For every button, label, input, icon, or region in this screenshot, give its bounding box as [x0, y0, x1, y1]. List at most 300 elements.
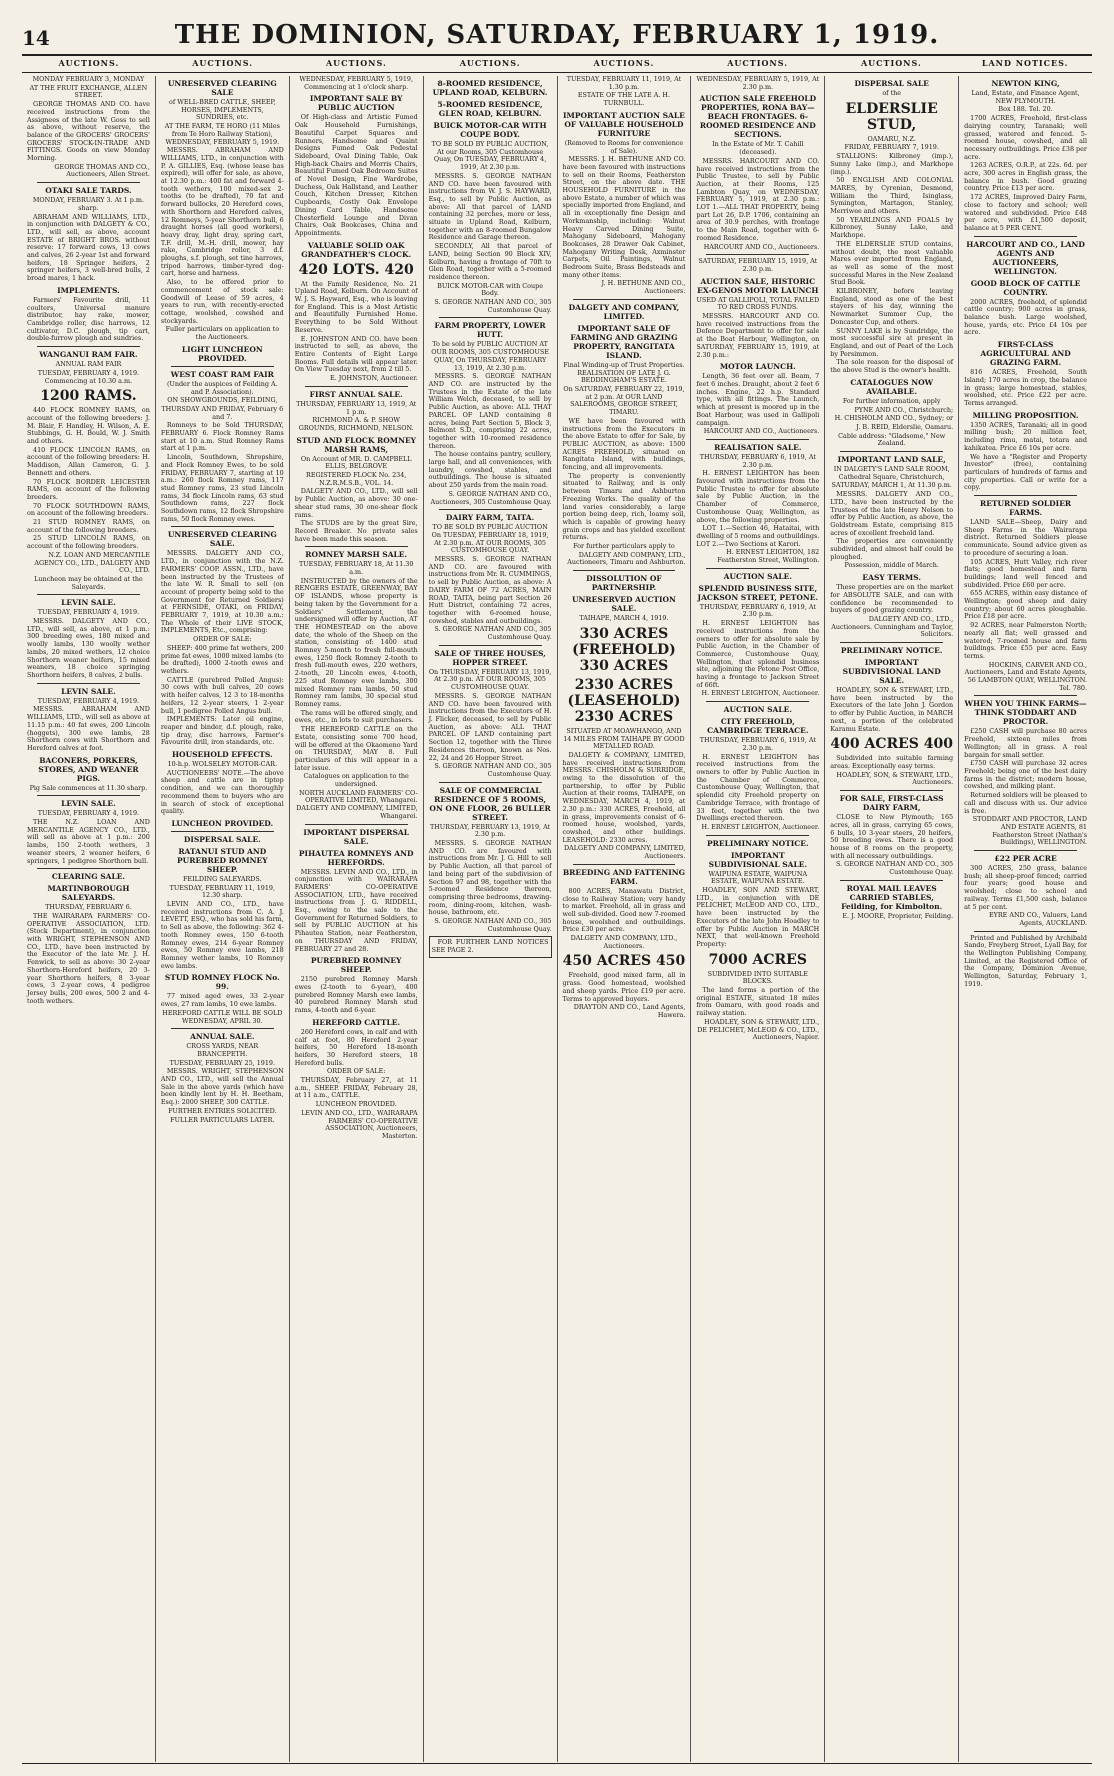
- ad-heading: SALE OF THREE HOUSES, HOPPER STREET.: [434, 648, 546, 667]
- ad-heading: IMPORTANT DISPERSAL SALE.: [303, 827, 410, 846]
- centered-text: SATURDAY, FEBRUARY 15, 1919, At 2.30 p.m.: [698, 257, 818, 273]
- columns: [22, 76, 1092, 1762]
- ad-heading: PRELIMINARY NOTICE.: [707, 838, 809, 848]
- divider: [37, 868, 140, 869]
- centered-text: THURSDAY AND FRIDAY, February 6 and 7.: [161, 404, 284, 421]
- centered-text: On Account of MR. D. CAMPBELL ELLIS, BELGROVE: [300, 454, 412, 471]
- divider: [439, 782, 542, 783]
- page-number: 14: [22, 26, 50, 50]
- ad-paragraph: DALGETY & COMPANY, LIMITED, have received instructions from MESSRS. CHISHOLM & SURRIDGE, owing to the dissolution of the partnership, to offer by Public Auction at their rooms, TAIHAPE, on WEDNESDAY, MARCH 4, 1919, at 2.30 p.m.: 330 ACRES, Freehold, all in grass, improvements consist of 6-roomed house, woolshed, yards, cowshed, and other buildings. LEASEHOLD: 2330 acres.: [562, 750, 686, 844]
- ad-paragraph: 21 STUD ROMNEY RAMS, on account of the following breeders.: [27, 518, 150, 534]
- ad-heading: LEVIN SALE.: [61, 799, 116, 809]
- ad-display-heading: 450 ACRES 450: [562, 953, 686, 970]
- ad-paragraph: £750 CASH will purchase 32 acres Freehold; being one of the best dairy farms in the district; modern house, cowshed, and milking plant.: [964, 759, 1087, 791]
- ad-heading: LUNCHEON PROVIDED.: [171, 818, 274, 828]
- ad-heading: HEREFORD CATTLE.: [312, 1017, 401, 1027]
- ad-heading: CITY FREEHOLD, CAMBRIDGE TERRACE.: [707, 717, 809, 736]
- divider: [171, 1028, 274, 1029]
- ad-heading: IMPORTANT SALE OF FARMING AND GRAZING PROPERTY, RANGITATA ISLAND.: [570, 323, 678, 360]
- centered-text: On THURSDAY, FEBRUARY 13, 1919, At 2.30 p.m. AT OUR ROOMS, 305 CUSTOMHOUSE QUAY.: [428, 667, 552, 692]
- ad-paragraph: H. ERNEST LEIGHTON has received instructions from the owners to offer by Public Auction in the Chamber of Commerce, Customhouse Quay, Wellington, that splendid city Freehold property on Cambridge Terrace, with frontage of 33 feet, together with the two Dwellings erected thereon.: [696, 752, 820, 823]
- ad-paragraph: GEORGE THOMAS AND CO. have received instructions from the Assignees of the late W. Goss to sell as above, without reserve, the balance of the GROCERS' GROCERS' GROCERS' STOCK-IN-TRADE AND FITTINGS. Goods on view Monday Morning.: [27, 100, 150, 163]
- divider: [840, 790, 943, 791]
- ad-paragraph: LEVIN AND CO., LTD., have received instructions from C. A. J. LEVETT, ESQ., who has sold his farm, to Sell as above, the following: 362 4-tooth Romney ewes, 150 6-tooth Romney ewes, 214 6-year Romney ewes, 50 Romney ewe lambs, 218 Romney wether lambs, 10 Romney ewe lambs.: [160, 900, 284, 970]
- ad-paragraph: 410 FLOCK LINCOLN RAMS, on account of the following breeders: H. Maddison, Allan Cameron, G. J. Bennett and others.: [27, 445, 150, 477]
- ad-paragraph: 70 FLOCK SOUTHDOWN RAMS, on account of the following breeders.: [27, 501, 150, 518]
- advertiser-signature: HARCOURT AND CO., Auctioneers.: [703, 242, 820, 251]
- centered-text: For further particulars apply to: [573, 542, 675, 551]
- ad-paragraph: SHEEP: 400 prime fat wethers, 200 prime fat ewes, 1000 mixed lambs (to be drafted), 1000 2-tooth ewes and wethers.: [160, 643, 284, 675]
- ad-paragraph: MESSRS. WRIGHT, STEPHENSON AND CO., LTD., will sell the Annual Sale in the above yards (which have been kindly lent by H. H. Beetham, Esq.): 2000 SHEEP, 300 CATTLE.: [160, 1067, 284, 1107]
- section-header: AUCTIONS.: [192, 58, 254, 68]
- ad-paragraph: The property is conveniently situated to Railway, and is only between Timaru and Ashburton Freezing Works. The quality of the land varies considerably, a large portion being deep, rich, loamy soil, which is capable of growing heavy grain crops and has yielded excellent returns.: [562, 471, 686, 542]
- ad-paragraph: Also, to be offered prior to commencement of stock sale: Goodwill of Lease of 59 acres, 4 years to run, with recently-erected cottage, woolshed, cowshed and stockyards.: [160, 278, 284, 325]
- ad-heading: BUICK MOTOR-CAR WITH COUPE BODY.: [433, 121, 547, 139]
- ad-paragraph: Of High-class and Artistic Fumed Oak Household Furnishings, Beautiful Carpet Squares and Runners, Handsome and Quaint Designs Fumed Oak Pedestal Sideboard, Oval Dining Table, Oak High-back Chairs and Morris Chairs, Beautiful Fumed Oak Bedroom Suites of Novel Design, Fine Wardrobe, Duchess, Oak Hallstand, and Leather Couch, Kitchen Dresser, Kitchen Cupboards, Costly Oak Envelope Dining Card Table, Handsome Chesterfield Lounge and Divan Chairs, Oak Bookcases, China and Appointments.: [294, 113, 418, 237]
- section-header: AUCTIONS.: [325, 58, 387, 68]
- ad-paragraph: E. JOHNSTON AND CO. have been instructed to sell, as above, the Entire Contents of Eight Large Rooms. Full details will appear later. On View Tuesday next, from 2 till 5.: [294, 334, 418, 374]
- centered-text: THURSDAY, FEBRUARY 6.: [45, 903, 132, 912]
- centered-text: AT THE FRUIT EXCHANGE, ALLEN STREET.: [29, 83, 148, 100]
- centered-text: ON SHOWGROUNDS, FEILDING,: [167, 396, 278, 405]
- ad-paragraph: SUNNY LAKE is by Sundridge, the most successful sire at present in England, and out of Pearl of the Loch by Persimmon.: [830, 326, 954, 358]
- column: [290, 76, 424, 1762]
- ad-paragraph: STALLIONS: Kilbroney (imp.), Sunny Lake (imp.), and Markhope (imp.).: [830, 152, 954, 176]
- centered-text: REGISTERED FLOCK No. 234, N.Z.R.M.S.B., VOL. 14.: [306, 471, 407, 487]
- advertiser-signature: DRAYTON AND CO., Land Agents, Hawera.: [573, 1003, 686, 1019]
- ad-paragraph: WE have been favoured with instructions from the Executors in the above Estate to offer for Sale, by PUBLIC AUCTION, as above: 1500 ACRES FREEHOLD, situated on Rangitata Island, with buildings, fencing, and all improvements.: [562, 416, 686, 472]
- centered-text: THURSDAY, FEBRUARY 13, 1919, At 1 p.m.: [296, 399, 417, 416]
- divider: [974, 931, 1077, 932]
- column: [959, 76, 1092, 1762]
- centered-text: Cable address: "Gladsome," New Zealand.: [838, 431, 946, 448]
- ad-heading: FIRST-CLASS AGRICULTURAL AND GRAZING FARM.: [980, 340, 1071, 368]
- divider: [840, 642, 943, 643]
- advertiser-signature: J. B. REID, Elderslie, Oamaru.: [856, 422, 954, 431]
- centered-text: TUESDAY, FEBRUARY 4, 1919.: [37, 608, 140, 617]
- ad-heading: AUCTION SALE FREEHOLD PROPERTIES, RONA BAY—BEACH FRONTAGES. 6-ROOMED RESIDENCE AND SECTIONS.: [699, 94, 817, 140]
- ad-heading: AUCTION SALE, HISTORIC EX-GENOS MOTOR LAUNCH: [697, 276, 819, 295]
- divider: [706, 568, 809, 569]
- centered-text: THURSDAY, FEBRUARY 13, 1919, At 2.30 p.m.: [429, 822, 551, 839]
- ad-heading: LEVIN SALE.: [61, 598, 116, 608]
- ad-paragraph: These properties are on the market for ABSOLUTE SALE, and can with confidence be recommended to buyers of good grazing country.: [830, 583, 954, 615]
- ad-paragraph: Subdivided into suitable farming areas. Exceptionally easy terms.: [830, 754, 954, 770]
- centered-text: TUESDAY, FEBRUARY 25, 1919.: [169, 1058, 276, 1067]
- ad-heading: AUCTION SALE.: [723, 705, 792, 715]
- ad-paragraph: At the Family Residence, No. 21 Upland Road, Kelburn. On Account of W. J. S. Hayward, Esq., who is leaving for England. This is a Most Artistic and Beautifully Furnished Home. Everything to be Sold Without Reserve.: [294, 279, 418, 334]
- section-headers: [22, 58, 1092, 73]
- divider: [37, 683, 140, 684]
- ad-paragraph: H. ERNEST LEIGHTON has received instructions from the owners to offer for absolute sale by Public Auction, in the Chamber of Commerce, Customhouse Quay, Wellington, that splendid business site, adjoining the Petone Post Office, having a frontage to Jackson Street of 66ft.: [696, 619, 820, 689]
- ad-paragraph: The rams will be offered singly, and ewes, etc., in lots to suit purchasers.: [294, 708, 418, 725]
- ad-paragraph: 260 Hereford cows, in calf and with calf at foot, 80 Hereford 2-year heifers, 50 Hereford 18-month heifers, 30 Hereford steers, 18 Hereford bulls.: [294, 1027, 418, 1067]
- ad-paragraph: LOT 1.—Section 46, Hataitai, with dwelling of 5 rooms and outbuildings. LOT 2.—Two Sections at Karori.: [696, 524, 820, 548]
- ad-paragraph: The STUDS are by the great Sire, Record Breaker. No private sales have been made this season.: [294, 519, 418, 543]
- ad-heading: MARTINBOROUGH SALEYARDS.: [47, 884, 130, 903]
- centered-text: TUESDAY, FEBRUARY 11, 1919, 12.30 sharp.: [169, 883, 276, 900]
- centered-text: WAIPUNA ESTATE, WAIPUNA ESTATE, WAIPUNA ESTATE.: [708, 869, 808, 886]
- centered-text: Land, Estate, and Finance Agent, NEW PLYMOUTH.: [971, 89, 1080, 105]
- divider: [573, 299, 676, 300]
- centered-text: HEREFORD CATTLE WILL BE SOLD WEDNESDAY, APRIL 30.: [162, 1008, 283, 1025]
- centered-text: of WELL-BRED CATTLE, SHEEP, HORSES, IMPLEMENTS, SUNDRIES, etc.: [169, 98, 276, 122]
- divider: [439, 645, 542, 646]
- divider: [37, 346, 140, 347]
- centered-text: ORDER OF SALE:: [193, 635, 252, 644]
- ad-paragraph: Romneys to be Sold THURSDAY, FEBRUARY 6. Flock Romney Rams start at 10 a.m. Stud Romney Rams start at 1 p.m.: [160, 421, 284, 453]
- ad-paragraph: THE ELDERSLIE STUD contains, without doubt, the most valuable Mares ever imported from England, as well as some of the most successful Mares in the New Zealand Stud Book.: [830, 239, 954, 287]
- ad-heading: IMPLEMENTS.: [57, 285, 120, 295]
- ad-paragraph: IMPLEMENTS: Later oil engine, reaper and binder, d.f. plough, rake, tip dray, disc harrows, Farmer's Favourite drill, iron standards, etc.: [160, 715, 284, 747]
- advertiser-signature: S. GEORGE NATHAN AND CO., 305 Customhouse Quay.: [835, 860, 954, 877]
- ad-paragraph: The properties are conveniently subdivided, and almost half could be ploughed.: [830, 537, 954, 561]
- ad-paragraph: The sole reason for the disposal of the above Stud is the owner's health.: [830, 358, 954, 375]
- ad-heading: HARCOURT AND CO., LAND AGENTS AND AUCTIONEERS, WELLINGTON.: [966, 239, 1085, 276]
- ad-paragraph: H. ERNEST LEIGHTON has been favoured with instructions from the Public Trustee to offer for absolute sale by Public Auction, in the Chamber of Commerce, Customhouse Quay, Wellington, as above, the following properties.: [696, 469, 820, 524]
- advertiser-signature: H. ERNEST LEIGHTON, Auctioneer.: [701, 689, 820, 698]
- ad-paragraph: 1350 ACRES, Taranaki; all in good milling bush; 20 million feet, including rimu, matai, totara and kahikatea. Price £6 10s per acre.: [964, 420, 1087, 452]
- ad-heading: £22 PER ACRE: [994, 854, 1057, 864]
- advertiser-signature: H. ERNEST LEIGHTON, Auctioneer.: [701, 822, 820, 831]
- advertiser-signature: S. GEORGE NATHAN AND CO., 305 Customhouse Quay.: [434, 298, 552, 314]
- divider: [305, 546, 408, 547]
- column: [558, 76, 692, 1762]
- centered-text: of the: [882, 89, 902, 97]
- divider: [37, 594, 140, 595]
- centered-text: USED AT GALLIPOLI, TOTAL FAILED TO RED CROSS FUNDS.: [696, 295, 820, 312]
- centered-text: TUESDAY, FEBRUARY 18, At 11.30 a.m.: [298, 560, 414, 577]
- advertiser-signature: S. GEORGE NATHAN AND CO., 305 Customhouse Quay.: [434, 625, 552, 642]
- divider: [439, 509, 542, 510]
- ad-heading: MILLING PROPOSITION.: [972, 410, 1079, 420]
- masthead: [22, 20, 1092, 56]
- ad-heading: FARM PROPERTY, LOWER HUTT.: [434, 321, 546, 340]
- ad-heading: FOR SALE, FIRST-CLASS DAIRY FARM,: [839, 794, 944, 813]
- ad-heading: LEVIN SALE.: [61, 686, 116, 696]
- ad-heading: UNRESERVED CLEARING SALE: [167, 79, 277, 97]
- centered-text: Fuller particulars on application to the Auctioneers.: [165, 325, 280, 342]
- ad-paragraph: AUCTIONEERS' NOTE.—The above sheep and cattle are in tiptop condition, and we can thoroughly recommend them to buyers who are in search of stock of exceptional quality.: [160, 768, 284, 816]
- ad-paragraph: KILBRONEY, before leaving England, stood as one of the best stayers of his day, winning the Newmarket Summer Cup, the Doncaster Cup, and others.: [830, 287, 954, 326]
- ad-paragraph: We have a "Register and Property Investor" (free), containing particulars of hundreds of farms and city properties. Call or write for a copy.: [964, 452, 1087, 492]
- ad-display-heading: 1200 RAMS.: [40, 388, 137, 405]
- centered-text: (Under the auspices of Feilding A. and P. Association).: [166, 379, 278, 396]
- ad-paragraph: HOADLEY, SON AND STEWART, LTD., in conjunction with DE PELICHET, McLEOD AND CO., LTD., have been instructed by the Executors of the late John Hoadley to offer by Public Auction in MARCH NEXT, that well-known Freehold Property:: [696, 886, 820, 948]
- section-header: AUCTIONS.: [459, 58, 521, 68]
- section-header: AUCTIONS.: [727, 58, 789, 68]
- ad-heading: IMPORTANT LAND SALE,: [837, 455, 946, 465]
- ad-paragraph: MESSRS. S. GEORGE NATHAN AND CO. are favoured with instructions from Mr. R. CUMMINGS, to sell by Public Auction, as above: A DAIRY FARM OF 72 ACRES, MAIN ROAD, TAITA, being part Section 26 Hutt District, containing 72 acres, together with 6-roomed house, cowshed, stables and outbuildings.: [428, 555, 552, 625]
- centered-text: THURSDAY, FEBRUARY 6, 1919, At 2.30 p.m.: [699, 602, 816, 619]
- ad-paragraph: MESSRS. DALGETY AND CO., LTD., will sell, as above, at 1 p.m.: 300 breeding ewes, 180 mixed and woolly lambs, 130 woolly wether lambs, 20 mixed wethers, 12 choice Shorthorn weaner heifers, 15 mixed weaners, 18 choice springing Shorthorn heifers, 8 calves, 2 bulls.: [27, 617, 150, 679]
- centered-text: ORDER OF SALE:: [326, 1067, 386, 1076]
- ad-paragraph: 92 ACRES, near Palmerston North; nearly all flat; well grassed and watered; 7-roomed house and farm buildings. Price £55 per acre. Easy terms.: [964, 621, 1087, 660]
- ad-heading: RATANUI STUD AND PUREBRED ROMNEY SHEEP.: [177, 846, 268, 874]
- ad-paragraph: MESSRS. LEVIN AND CO., LTD., in conjunction with WAIRARAPA FARMERS' CO-OPERATIVE ASSOCIATION, LTD., have received instructions from J. G. RIDDELL, Esq., owing to the sale to the Government for Returned Soldiers, to sell by PUBLIC AUCTION at his Pihautea Station, near Featherston, on THURSDAY AND FRIDAY, FEBRUARY 27 and 28.: [294, 867, 418, 953]
- advertiser-signature: S. GEORGE NATHAN AND CO., Auctioneers, 305 Customhouse Quay.: [430, 489, 552, 506]
- ad-paragraph: 25 STUD LINCOLN RAMS, on account of the following breeders.: [27, 534, 150, 551]
- ad-heading: CLEARING SALE.: [51, 872, 126, 882]
- centered-text: FULLER PARTICULARS LATER.: [170, 1115, 275, 1124]
- divider: [171, 366, 274, 367]
- ad-paragraph: Freehold, good mixed farm, all in grass. Good homestead, woolshed and sheep yards. Price £19 per acre. Terms to approved buyers.: [562, 971, 686, 1003]
- centered-text: MONDAY, FEBRUARY 3. At 1 p.m. sharp.: [32, 196, 144, 212]
- notice-box: FOR FURTHER LAND NOTICES SEE PAGE 2.: [429, 936, 552, 957]
- divider: [706, 701, 809, 702]
- advertiser-signature: PYNE AND CO., Christchurch;: [854, 405, 954, 414]
- ad-paragraph: MESSRS. HARCOURT AND CO. have received instructions from the Public Trustee, to sell by Public Auction, at their Rooms, 125 Lambton Quay, on WEDNESDAY, FEBRUARY 5, 1919, at 2.30 p.m.: LOT 1.—ALL THAT PROPERTY, being part Lot 26, D.P. 1706, containing an area of 30.9 perches, with frontage to the Main Road, together with 6-roomed Residence.: [696, 156, 820, 242]
- ad-heading: OTAKI SALE TARDS.: [45, 186, 132, 196]
- ad-heading: CATALOGUES NOW AVAILABLE.: [850, 377, 934, 396]
- advertiser-signature: E. JOHNSTON, Auctioneer.: [329, 374, 418, 383]
- ad-paragraph: 816 ACRES, Freehold, South Island; 170 acres in crop, the balance in grass; large homestead, stables, woolshed, etc. Price £22 per acre. Terms arranged.: [964, 368, 1087, 407]
- newspaper-title: THE DOMINION, SATURDAY, FEBRUARY 1, 1919.: [174, 20, 940, 50]
- advertiser-signature: NORTH AUCKLAND FARMERS' CO-OPERATIVE LIMITED, Whangarei. DALGETY AND COMPANY, LIMITED, Whangarei.: [296, 788, 418, 820]
- centered-text: SITUATED AT MOAWHANGO, AND 14 MILES FROM TAIHAPE BY GOOD METALLED ROAD.: [563, 726, 685, 751]
- ad-paragraph: MESSRS. J. H. BETHUNE AND CO. have been favoured with instructions to sell on their Rooms, Featherston Street, on the above date. THE HOUSEHOLD FURNITURE in the above Estate, a number of which was specially imported from England, and all in exceptionally fine Design and Workmanship, including: Walnut Heavy Carved Dining Suite, Mahogany Sideboard, Mahogany Bookcases, 28 Drawer Oak Cabinet, Mahogany Writing Desk, Axminster Carpets, Oil Paintings, Walnut Bedroom Suite, Brass Bedsteads and many other items.: [562, 155, 686, 279]
- ad-paragraph: 77 mixed aged ewes, 33 2-year ewes, 27 ram lambs, 10 ewe lambs.: [160, 992, 284, 1009]
- ad-heading: PUREBRED ROMNEY SHEEP.: [310, 956, 402, 975]
- ad-heading: IMPORTANT SALE BY PUBLIC AUCTION: [309, 94, 403, 113]
- advertiser-signature: J. H. BETHUNE AND CO., Auctioneers.: [601, 279, 686, 296]
- ad-heading: WANGANUI RAM FAIR.: [39, 350, 138, 360]
- ad-heading: DISPERSAL SALE.: [183, 834, 261, 844]
- ad-paragraph: 800 ACRES, Manawatu District, close to Railway Station; very handy to market. Freehold, all in grass and well sub-divided. Good new 7-roomed house, woolshed and outbuildings. Price £30 per acre.: [562, 886, 686, 934]
- centered-text: CROSS YARDS, NEAR BRANCEPETH.: [186, 1042, 259, 1058]
- ad-display-heading: 400 ACRES 400: [830, 736, 953, 753]
- ad-paragraph: The land forms a portion of the original ESTATE, situated 18 miles from Oamaru, with good roads and railway station.: [696, 986, 820, 1018]
- ad-display-heading: ELDERSLIE STUD,: [845, 100, 938, 133]
- advertiser-signature: HOCKINS, CARVER AND CO., Auctioneers, Land and Estate Agents, 56 LAMBTON QUAY, WELLINGTON. Tel. 780.: [964, 660, 1087, 692]
- ad-heading: SALE OF COMMERCIAL RESIDENCE OF 5 ROOMS, ON ONE FLOOR, 26 BULLER STREET.: [429, 785, 551, 822]
- ad-paragraph: MESSRS. ABRAHAM AND WILLIAMS, LTD., will sell as above at 11.15 p.m.: 40 fat ewes, 200 Lincoln (hoggets), 300 ewe lambs, 28 Shorthorn cows with Shorthorn and Hereford calves at foot.: [27, 705, 150, 752]
- divider: [573, 864, 676, 865]
- centered-text: RICHMOND A. & P. SHOW GROUNDS, RICHMOND, NELSON.: [298, 416, 414, 432]
- ad-paragraph: 2150 purebred Romney Marsh ewes (2-tooth to 6-year), 400 purebred Romney Marsh ewe lambs, 40 purebred Romney Marsh stud rams, 4-tooth and 6-year.: [294, 975, 418, 1015]
- centered-text: Possession, middle of March.: [844, 561, 939, 570]
- ad-paragraph: 50 YEARLINGS AND FOALS by Kilbroney, Sunny Lake, and Markhope.: [830, 215, 954, 240]
- ad-paragraph: 300 ACRES, 250 grass, balance bush; all sheep-proof fenced; carried four years; good house and woolshed; close to school and railway. Terms £1,500 cash, balance at 5 per cent.: [964, 864, 1087, 911]
- ad-heading: IMPORTANT AUCTION SALE OF VALUABLE HOUSEHOLD FURNITURE: [563, 110, 685, 138]
- ad-heading: NEWTON KING,: [991, 79, 1060, 88]
- advertiser-signature: H. ERNEST LEIGHTON, 182 Featherston Street, Wellington.: [717, 548, 820, 565]
- ad-paragraph: THURSDAY, February 27, at 11 a.m., SHEEP. FRIDAY, February 28, at 11 a.m., CATTLE.: [294, 1076, 418, 1100]
- ad-paragraph: THE WAIRARAPA FARMERS' CO-OPERATIVE ASSOCIATION, LTD. (Stock Department), in conjunction with WRIGHT, STEPHENSON AND CO., LTD., have been instructed by the Executor of the late Mr. J. H. Fenwick, to sell as above: 30 2-year Shorthorn-Hereford heifers, 20 3-year Shorthorn heifers, 8 3-year cows, 3 2-year cows, 4 pedigree Jersey bulls, 200 ewes, 500 2 and 4-tooth wethers.: [27, 911, 150, 1005]
- column: [825, 76, 959, 1762]
- ad-paragraph: MESSRS. DALGETY AND CO., LTD., have been instructed by the Trustees of the late Henry Nelson to offer by Public Auction, as above, the Goldstream Estate, comprising 815 acres of excellent freehold land.: [830, 490, 954, 537]
- ad-heading: SPLENDID BUSINESS SITE, JACKSON STREET, PETONE.: [697, 583, 819, 602]
- advertiser-signature: E. J. MOORE, Proprietor, Feilding.: [842, 911, 954, 920]
- advertiser-signature: S. GEORGE NATHAN AND CO., 305 Customhouse Quay.: [434, 917, 552, 933]
- ad-paragraph: MESSRS. S. GEORGE NATHAN AND CO. have been favoured with instructions from W. J. S. HAYWARD, Esq., to sell by Public Auction, as above: All that parcel of LAND containing 32 perches, more or less, situate in Upland Road, Kelburn, together with an 8-roomed Bungalow Residence and Garage thereon.: [428, 171, 552, 242]
- ad-heading: FIRST ANNUAL SALE.: [309, 389, 403, 399]
- centered-text: In the Estate of Mr. T. Cahill (deceased).: [712, 140, 804, 157]
- divider: [171, 831, 274, 832]
- ad-heading: PRELIMINARY NOTICE.: [840, 646, 943, 656]
- ad-heading: DISPERSAL SALE: [854, 79, 929, 88]
- column: [691, 76, 825, 1762]
- divider: [37, 182, 140, 183]
- ad-heading: IMPORTANT SUBDIVISIONAL SALE.: [708, 850, 808, 869]
- centered-text: ANNUAL RAM FAIR: [55, 360, 122, 369]
- ad-heading: MOTOR LAUNCH.: [719, 362, 796, 372]
- ad-paragraph: 172 ACRES, Improved Dairy Farm, close to factory and school; well watered and subdivided. Price £48 per acre, with £1,500 deposit, balance at 5 PER CENT.: [964, 193, 1087, 232]
- divider: [706, 439, 809, 440]
- ad-heading: UNRESERVED AUCTION SALE.: [571, 595, 676, 614]
- ad-paragraph: 50 ENGLISH AND COLONIAL MARES, by Cyrenian, Desmond, William the Third, Isinglass, Symington, Martagon, Stanley, Merriwee and others.: [830, 176, 954, 216]
- ad-paragraph: 440 FLOCK ROMNEY RAMS, on account of the following breeders: J. M. Blair, F. Handley, H. Wilson, A. E. Stubbings, G. H. Bould, W. J. Smith and others.: [27, 406, 150, 446]
- divider: [974, 850, 1077, 851]
- centered-text: Final Winding-up of Trust Properties. REALISATION OF LATE J. G. BEDDINGHAM'S ESTATE.: [563, 360, 685, 385]
- ad-paragraph: INSTRUCTED by the owners of the RENGERS ESTATE, GREENWAY, BAY OF ISLANDS, whose property is being taken by the Government for a Soldiers' Settlement, the undersigned will offer by Auction, AT THE HOMESTEAD on the above date, the whole of the Sheep on the station, consisting of: 1400 stud Romney 5-month to fresh full-mouth ewes, 1250 flock Romney 2-tooth to fresh full-mouth ewes, 220 wethers, 2-tooth, 20 Lincoln ewes, 4-tooth, 225 stud Romney ewe lambs, 300 mixed Romney ram lambs, 50 stud Romney ram lambs, 30 special stud Romney rams.: [294, 576, 418, 708]
- ad-display-heading: 330 ACRES (FREEHOLD) 330 ACRES: [572, 625, 676, 674]
- ad-heading: IMPORTANT SUBDIVISIONAL LAND SALE.: [842, 658, 941, 686]
- ad-heading: DISSOLUTION OF PARTNERSHIP.: [586, 574, 662, 593]
- ad-heading: HOUSEHOLD EFFECTS.: [171, 750, 273, 760]
- ad-paragraph: MESSRS. S. GEORGE NATHAN AND CO. are instructed by the Trustees in the Estate of the late William Welch, deceased, to sell by Public Auction, as above: ALL THAT PARCEL OF LAND containing 8 acres, being Part Section 5, Block 3, Belmont S.D., comprising 22 acres, together with 10-roomed residence thereon.: [428, 372, 552, 450]
- divider: [37, 795, 140, 796]
- divider: [439, 317, 542, 318]
- ad-heading: STUD ROMNEY FLOCK No. 99.: [164, 973, 280, 992]
- ad-heading: 8-ROOMED RESIDENCE, UPLAND ROAD, KELBURN.: [432, 79, 548, 97]
- ad-paragraph: Length, 36 feet over all. Beam, 7 feet 6 inches. Draught, about 2 feet 6 inches. Engine, 22 h.p. Standard type, with all fittings. The Launch, which at present is moored up in the Boat Harbour, was used in Gallipoli campaign.: [696, 372, 820, 427]
- centered-text: FEILDING SALEYARDS.: [183, 874, 262, 883]
- divider: [573, 570, 676, 571]
- ad-paragraph: THE N.Z. LOAN AND MERCANTILE AGENCY CO., LTD., will sell as above at 1 p.m.: 200 lambs, 150 2-tooth wethers, 3 weaner steers, 2 weaner heifers, 6 springers, 1 pedigree Shorthorn bull.: [27, 818, 150, 865]
- centered-text: FRIDAY, FEBRUARY 7, 1919.: [844, 143, 939, 152]
- ad-heading: BREEDING AND FATTENING FARM.: [562, 867, 686, 886]
- ad-heading: BACONERS, PORKERS, STORES, AND WEANER PIGS.: [38, 755, 139, 783]
- centered-text: For further information, apply: [842, 396, 941, 405]
- centered-text: Pig Sale commences at 11.30 sharp.: [29, 783, 148, 792]
- centered-text: AT THE FARM, TE HORO (11 Miles from Te Horo Railway Station), WEDNESDAY, FEBRUARY 5, 1919.: [164, 122, 280, 146]
- divider: [305, 386, 408, 387]
- advertiser-signature: STODDART AND PROCTOR, LAND AND ESTATE AGENTS, 81 Featherston Street (Nathan's Buildings), WELLINGTON.: [972, 815, 1087, 847]
- ad-paragraph: DALGETY AND CO., LTD., will sell by Public Auction, as above: 30 one-shear stud rams, 30 one-shear flock rams.: [294, 487, 418, 519]
- column: [156, 76, 290, 1762]
- ad-heading: VALUABLE SOLID OAK GRANDFATHER'S CLOCK.: [301, 240, 412, 259]
- ad-paragraph: HOADLEY, SON & STEWART, LTD., have been instructed by the Executors of the late John J. Gordon to offer by Public Auction, in MARCH next, a portion of the celebrated Karamu Estate.: [830, 686, 954, 733]
- ad-paragraph: THE HEREFORD CATTLE on the Estate, consisting some 700 head, will be offered at the Okaomeno Yard on THURSDAY, MAY 8. Full particulars of this will appear in a later issue.: [294, 725, 418, 772]
- ad-paragraph: Returned soldiers will be pleased to call and discuss with us. Our advice is free.: [964, 791, 1087, 815]
- centered-text: Box 188. Tel. 20.: [998, 105, 1053, 114]
- centered-text: TO BE SOLD BY PUBLIC AUCTION On TUESDAY, FEBRUARY 18, 1919, At 2.30 p.m. AT OUR ROOMS, 305 CUSTOMHOUSE QUAY.: [431, 523, 549, 555]
- centered-text: To be sold by PUBLIC AUCTION AT OUR ROOMS, 305 CUSTOMHOUSE QUAY, On THURSDAY, FEBRUARY 13, 1919, At 2.30 p.m.: [431, 340, 549, 372]
- advertiser-signature: LEVIN AND CO., LTD., WAIRARAPA FARMERS' CO-OPERATIVE ASSOCIATION, Auctioneers, Masterton.: [301, 1108, 418, 1140]
- advertiser-signature: HARCOURT AND CO., Auctioneers.: [703, 427, 820, 436]
- ad-paragraph: MESSRS. ABRAHAM AND WILLIAMS, LTD., in conjunction with P. A. GILLIES, Esq. (whose lease has expired), will offer for sale, as above, at 12.30 p.m.: 400 fat and forward 4-tooth wethers, 100 mixed-sex 2-tooths (to be drafted), 70 fat and forward bullocks, 20 Hereford cows, with Shorthorn and Hereford calves, 12 Romneys, 5-year Shorthorn bull, 6 draught horses (all good workers), heavy dray, light dray, spring cart, T.F. drill, M.-H. drill, mower, hay rake, Cambridge roller, 3 d.f. ploughs, s.f. plough, set tine harrows, tripod harrows, timber-tyred dog-cart, horse and harness.: [160, 146, 284, 278]
- ad-heading: REALISATION SALE.: [714, 442, 802, 452]
- centered-text: LUNCHEON PROVIDED.: [315, 1100, 397, 1109]
- ad-paragraph: SECONDLY, All that parcel of LAND, being Section 90 Block XIV, Kelburn, having a frontage of 70ft to Glen Road, together with a 5-roomed residence thereon.: [428, 242, 552, 281]
- centered-text: TUESDAY, FEBRUARY 4, 1919. Commencing at 10.30 a.m.: [37, 368, 140, 385]
- centered-text: FURTHER ENTRIES SOLICITED.: [168, 1106, 277, 1115]
- centered-text: THURSDAY, FEBRUARY 6, 1919, At 2.30 p.m.: [699, 452, 816, 469]
- bottom-rule: [22, 1763, 1092, 1776]
- section-header: AUCTIONS.: [58, 58, 120, 68]
- advertiser-signature: DALGETY AND CO., LTD., Auctioneers. Cunningham and Taylor, Solicitors.: [831, 614, 954, 639]
- ad-paragraph: £250 CASH will purchase 80 acres Freehold, sixteen miles from Wellington; all in grass. A real bargain for small settler.: [964, 727, 1087, 759]
- advertiser-signature: S. GEORGE NATHAN AND CO., 305 Customhouse Quay.: [434, 762, 552, 778]
- divider: [305, 824, 408, 825]
- divider: [840, 451, 943, 452]
- centered-text: 10-h.p. WOLSELEY MOTOR-CAR.: [167, 760, 278, 769]
- advertiser-signature: DALGETY AND COMPANY, LTD., Auctioneers, Timaru and Ashburton.: [567, 550, 686, 567]
- centered-text: Catalogues on application to the undersigned.: [303, 772, 409, 789]
- ad-heading: ROYAL MAIL LEAVES CARRIED STABLES, Feilding, for Kimbolton.: [841, 883, 943, 911]
- ad-paragraph: Farmers' Favourite drill, 11 coulters, Universal manure distributor, hay rake, mower, Cambridge roller, disc harrows, 12 cultivator, D.C. plough, tip cart, double-furrow plough and sundries.: [27, 295, 150, 343]
- centered-text: DALGETY AND COMPANY, LTD., Auctioneers.: [570, 934, 678, 950]
- ad-heading: EASY TERMS.: [862, 573, 921, 583]
- centered-text: SUBDIVIDED INTO SUITABLE BLOCKS.: [707, 969, 808, 986]
- ad-paragraph: MESSRS. HARCOURT AND CO. have received instructions from the Defence Department to offer for sale at the Boat Harbour, Wellington, on SATURDAY, FEBRUARY 15, 1919, at 2.30 p.m.:: [696, 312, 820, 359]
- ad-paragraph: CLOSE to New Plymouth; 165 acres, all in grass, carrying 65 cows, 6 bulls, 10 3-year steers, 20 heifers, 50 breeding ewes. There is a good house of 8 rooms on the property, with all necessary outbuildings.: [830, 813, 954, 860]
- divider: [974, 236, 1077, 237]
- section-header: AUCTIONS.: [860, 58, 922, 68]
- advertiser-signature: DALGETY AND COMPANY, LIMITED, Auctioneers.: [564, 844, 686, 861]
- ad-display-heading: 2330 ACRES (LEASEHOLD) 2330 ACRES: [567, 676, 681, 725]
- advertiser-signature: HOADLEY, SON, & STEWART, LTD., Auctioneers.: [836, 770, 954, 787]
- ad-heading: STUD AND FLOCK ROMNEY MARSH RAMS,: [296, 435, 417, 454]
- centered-text: SATURDAY, MARCH 1, At 11.30 p.m.: [831, 481, 952, 490]
- centered-text: MONDAY FEBRUARY 3, MONDAY: [32, 76, 145, 83]
- centered-text: WEDNESDAY, FEBRUARY 5, 1919, At 2.30 p.m.: [696, 76, 820, 91]
- ad-heading: AUCTION SALE.: [723, 571, 792, 581]
- ad-paragraph: 1263 ACRES, O.R.P., at 22s. 6d. per acre, 300 acres in English grass, the balance in bush. Good grazing country. Price £13 per acre.: [964, 161, 1087, 193]
- advertiser-signature: N.Z. LOAN AND MERCANTILE AGENCY CO., LTD., DALGETY AND CO., LTD.: [34, 550, 150, 575]
- centered-text: TUESDAY, FEBRUARY 11, 1919, At 1.30 p.m.: [566, 76, 682, 91]
- divider: [840, 880, 943, 881]
- ad-paragraph: MESSRS. S. GEORGE NATHAN AND CO. are favoured with instructions from Mr. J. G. Hill to sell by Public Auction, all that parcel of land being part of the subdivision of Section 97 and 98, together with the 5-roomed Residence thereon, comprising three bedrooms, drawing-room, dining-room, kitchen, wash-house, bathroom, etc.: [428, 839, 552, 917]
- divider: [974, 695, 1077, 696]
- ad-heading: GOOD BLOCK OF CATTLE COUNTRY.: [970, 278, 1081, 297]
- divider: [974, 495, 1077, 496]
- centered-text: TAIHAPE, MARCH 4, 1919.: [579, 614, 669, 623]
- ad-paragraph: 105 ACRES, Hutt Valley, rich river flats; good homestead and farm buildings; land well fenced and subdivided. Price £60 per acre.: [964, 557, 1087, 589]
- ad-paragraph: LAND SALE—Sheep, Dairy and Sheep Farms in the Wairarapa district. Returned Soldiers please communicate. Sound advice given as to procedure of securing a loan.: [964, 518, 1087, 557]
- ad-display-heading: 7000 ACRES: [708, 951, 807, 968]
- advertiser-signature: H. CHISHOLM AND CO., Sydney; or: [834, 414, 954, 423]
- ad-heading: ROMNEY MARSH SALE.: [305, 550, 408, 560]
- centered-text: Luncheon may be obtained at the Saleyards.: [34, 574, 143, 591]
- ad-heading: RETURNED SOLDIER FARMS.: [979, 499, 1072, 518]
- ad-heading: PIHAUTEA ROMNEYS AND HEREFORDS.: [298, 848, 414, 867]
- ad-heading: DAIRY FARM, TAITA.: [445, 513, 535, 523]
- column: [424, 76, 558, 1762]
- centered-text: TUESDAY, FEBRUARY 4, 1919.: [37, 809, 140, 818]
- centered-text: ESTATE OF THE LATE A. H. TURNBULL.: [577, 91, 671, 108]
- centered-text: OAMARU, N.Z.: [867, 134, 916, 143]
- ad-paragraph: MESSRS. S. GEORGE NATHAN AND CO. have been favoured with instructions from the Executors of H. J. Flicker, deceased, to sell by Public Auction, as above: ALL THAT PARCEL OF LAND containing part Section 12, together with the Three Residences thereon, known as Nos. 22, 24 and 26 Hopper Street.: [428, 691, 552, 762]
- divider: [171, 526, 274, 527]
- advertiser-signature: EYRE AND CO., Valuers, Land Agents, AUCKLAND.: [988, 911, 1087, 927]
- section-header: AUCTIONS.: [593, 58, 655, 68]
- ad-paragraph: 2000 ACRES, freehold, of splendid cattle country; 900 acres in grass, balance bush. Large woolshed, house, yards, etc. Price £4 10s per acre.: [964, 297, 1087, 337]
- advertiser-signature: HOADLEY, SON & STEWART, LTD., DE PELICHET, McLEOD & CO., LTD., Auctioneers, Napier.: [697, 1017, 820, 1042]
- section-header: LAND NOTICES.: [981, 58, 1069, 68]
- centered-text: WEDNESDAY, FEBRUARY 5, 1919, Commencing at 1 o'clock sharp.: [299, 76, 413, 91]
- divider: [706, 835, 809, 836]
- centered-text: BUICK MOTOR-CAR with Coupe Body.: [437, 281, 543, 298]
- ad-paragraph: Lincoln, Southdown, Shropshire, and Flock Romney Ewes, to be sold FRIDAY, FEBRUARY 7, starting at 10 a.m.: 260 flock Romney rams, 117 stud Romney rams, 23 stud Lincoln rams, 34 flock Lincoln rams, 63 stud Southdown rams, 227 flock Southdown rams, 12 flock Shropshire rams, 50 flock Romney ewes.: [160, 453, 284, 523]
- column: [22, 76, 156, 1762]
- ad-heading: ANNUAL SALE.: [190, 1032, 255, 1042]
- ad-paragraph: 655 ACRES, within easy distance of Wellington; good sheep and dairy country; about 60 acres ploughable. Price £18 per acre.: [964, 589, 1087, 621]
- ad-paragraph: Printed and Published by Archibald Sando, Freyberg Street, Lyall Bay, for the Wellington Publishing Company, Limited, at the Registered Office of the Company, Dominion Avenue, Wellington, Saturday, February 1, 1919.: [964, 933, 1087, 988]
- centered-text: TUESDAY, FEBRUARY 4, 1919.: [37, 696, 140, 705]
- centered-text: (Removed to Rooms for convenience of Sale).: [564, 138, 684, 155]
